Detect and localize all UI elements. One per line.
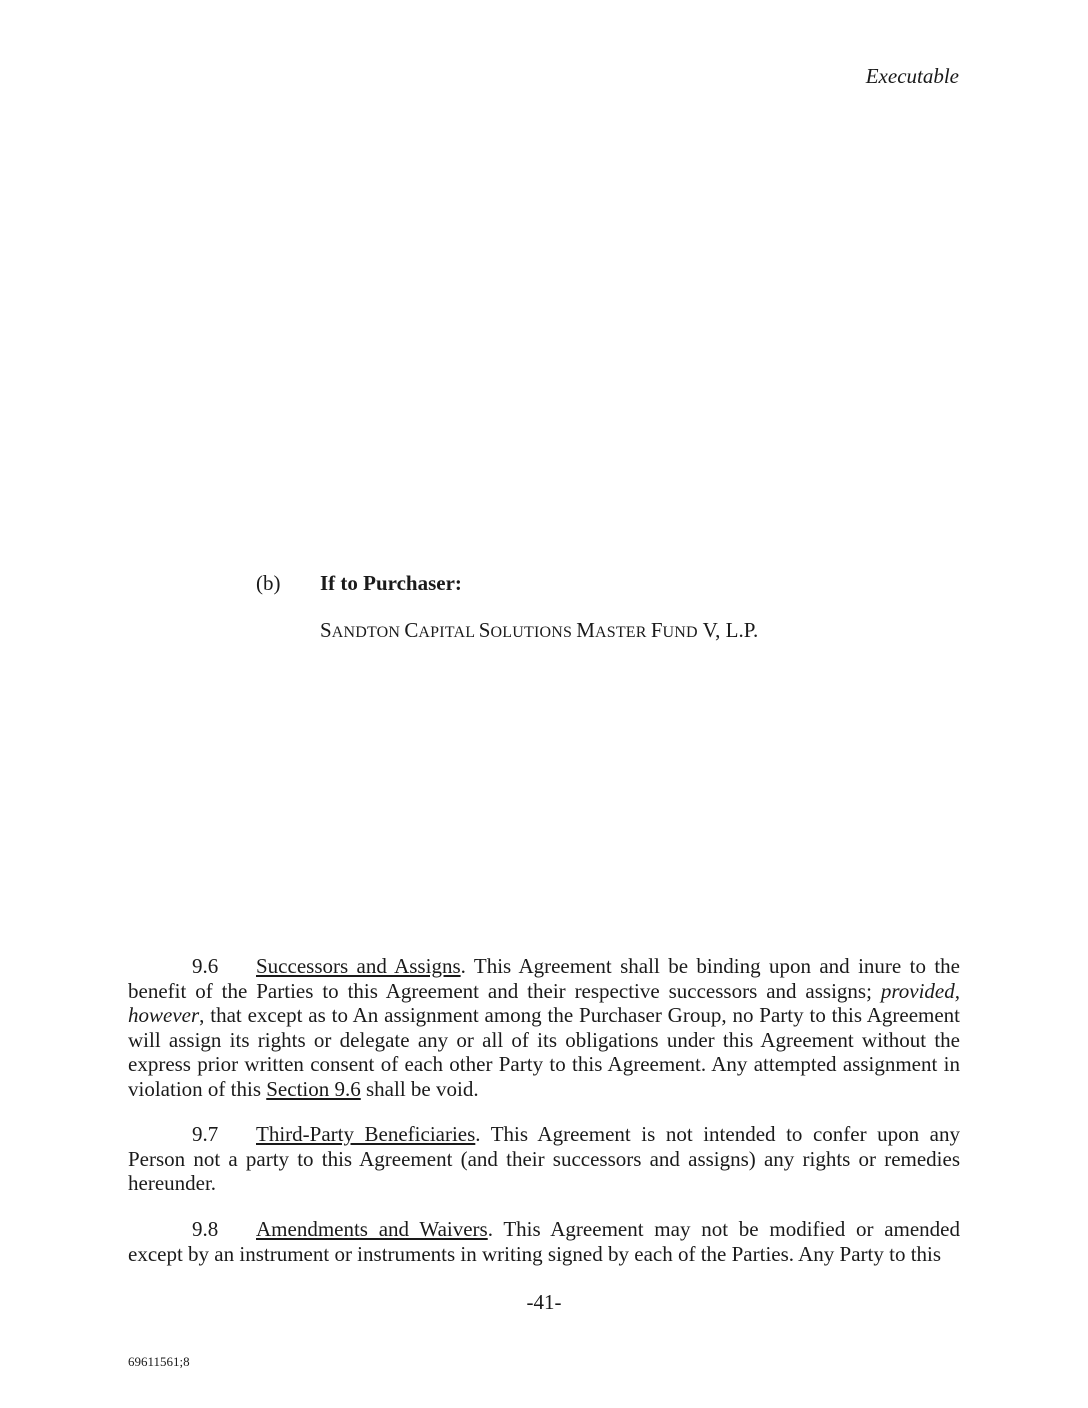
section-number: 9.7 [192,1122,219,1146]
section-number: 9.6 [192,954,219,978]
purchaser-name-cap: C [404,618,419,642]
notice-item-heading: If to Purchaser: [320,571,462,595]
section-text: , that except as to An assignment among the Purchaser Group, no Party to this Agreement will assign its rights or delegate any or all of its obligations under this Agreement without the express prior written consent of each other Party to this Agreement. Any attempted assignment in violation of this [128,1003,960,1101]
purchaser-name-cap: S [320,618,332,642]
purchaser-name-smallcaps: UND [662,624,698,641]
section-title: Successors and Assigns [256,954,461,978]
notice-purchaser-heading [256,571,462,596]
section-cross-reference: Section 9.6 [266,1076,361,1101]
section-text: . This Agreement shall be binding upon and inure to the benefit of the Parties to this Agreement and their respective successors and assigns; [128,954,960,1003]
page-number: -41- [526,1290,562,1314]
purchaser-name-smallcaps: OLUTIONS [490,624,577,641]
section-italic-text: provided, however [128,978,960,1027]
header-label: Executable [865,64,959,88]
document-id: 69611561;8 [128,1354,190,1369]
purchaser-name [320,618,758,643]
purchaser-name-cap: M [576,618,595,642]
purchaser-name-smallcaps: ANDTON [331,624,405,641]
section-9-6-paragraph [128,954,960,1101]
purchaser-name-cap: S [478,618,491,642]
section-text: shall be void. [360,1076,479,1101]
notice-item-number: (b) [256,571,281,595]
section-9-7-paragraph [128,1122,960,1196]
purchaser-name-smallcaps: APITAL [418,624,479,641]
section-title: Third-Party Beneficiaries [256,1122,476,1146]
section-title: Amendments and Waivers [256,1217,488,1241]
purchaser-name-cap: F [650,618,663,642]
purchaser-name-tail: V, L.P. [697,618,759,642]
section-number: 9.8 [192,1217,219,1241]
purchaser-name-smallcaps: ASTER [594,624,651,641]
section-9-8-paragraph [128,1217,960,1266]
section-text: . This Agreement may not be modified or amended except by an instrument or instruments in writing signed by each of the Parties. Any Party to this [128,1217,960,1266]
section-text: . This Agreement is not intended to confer upon any Person not a party to this Agreement (and their successors and assigns) any rights or remedies hereunder. [128,1122,960,1195]
